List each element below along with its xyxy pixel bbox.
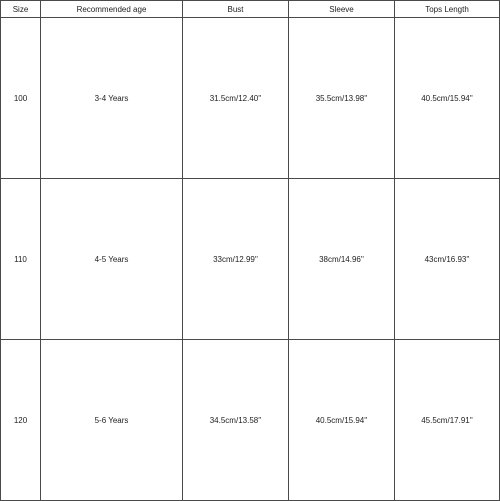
cell-bust: 33cm/12.99'' [183,179,289,340]
cell-tops-length: 43cm/16.93'' [395,179,500,340]
header-recommended-age: Recommended age [41,1,183,18]
cell-tops-length: 45.5cm/17.91'' [395,340,500,501]
cell-recommended-age: 4-5 Years [41,179,183,340]
table-row [1,179,500,340]
header-tops-length: Tops Length [395,1,500,18]
table-row [1,340,500,501]
cell-sleeve: 35.5cm/13.98'' [289,18,395,179]
cell-sleeve: 40.5cm/15.94'' [289,340,395,501]
header-row [1,1,500,18]
cell-tops-length: 40.5cm/15.94'' [395,18,500,179]
cell-recommended-age: 3-4 Years [41,18,183,179]
header-size: Size [1,1,41,18]
table-row [1,18,500,179]
header-sleeve: Sleeve [289,1,395,18]
cell-recommended-age: 5-6 Years [41,340,183,501]
cell-bust: 34.5cm/13.58'' [183,340,289,501]
cell-size: 110 [1,179,41,340]
cell-sleeve: 38cm/14.96'' [289,179,395,340]
cell-bust: 31.5cm/12.40'' [183,18,289,179]
cell-size: 100 [1,18,41,179]
header-bust: Bust [183,1,289,18]
cell-size: 120 [1,340,41,501]
